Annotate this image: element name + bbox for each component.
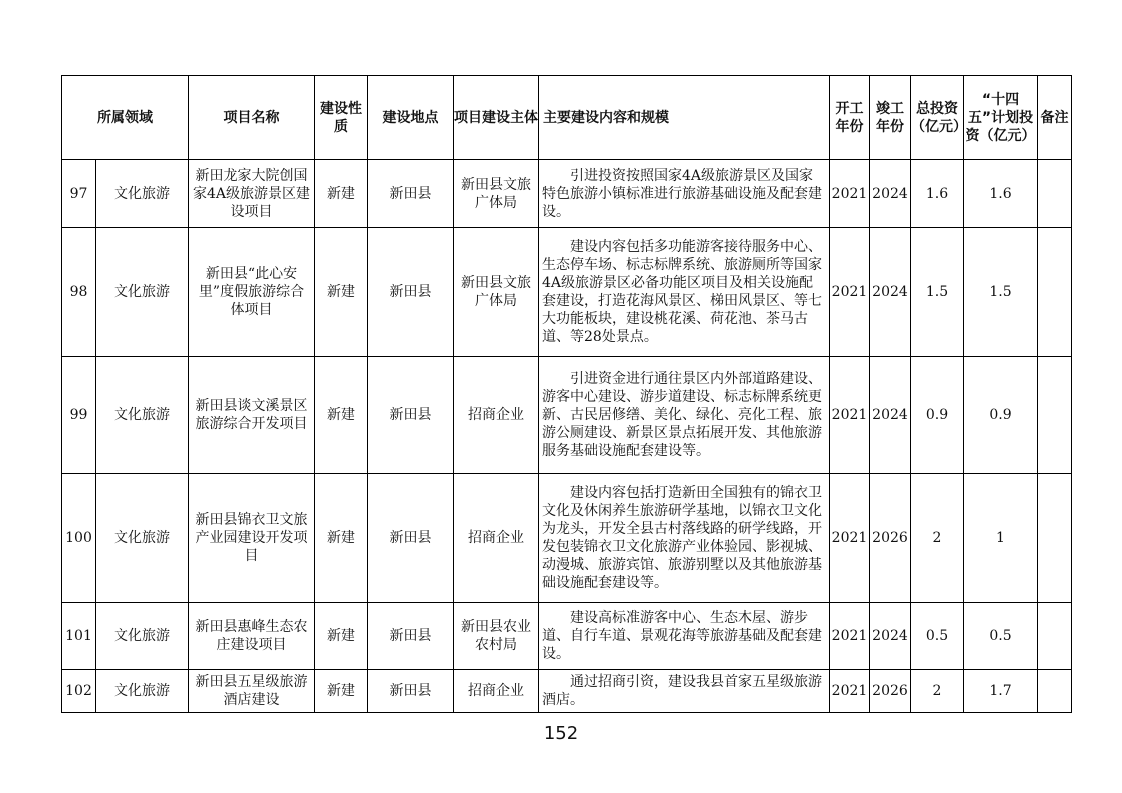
header-start: 开工年份 [830, 76, 870, 160]
row-location: 新田县 [368, 603, 454, 670]
row-content: 建设内容包括多功能游客接待服务中心、生态停车场、标志标牌系统、旅游厕所等国家4A级旅游景区必备功能区项目及相关设施配套建设，打造花海风景区、梯田风景区、等七大功能板块，建设桃花溪、荷花池、茶马古道、等28处景点。 [542, 239, 822, 345]
row-end-year: 2024 [870, 603, 911, 670]
row-location: 新田县 [368, 670, 454, 713]
row-plan-investment: 1.7 [964, 670, 1038, 713]
row-total-investment: 0.9 [911, 357, 964, 474]
project-table [61, 75, 1072, 713]
header-domain: 所属领域 [62, 76, 189, 160]
row-content-cell [539, 603, 830, 670]
header-total: 总投资（亿元） [911, 76, 964, 160]
row-total-investment: 2 [911, 670, 964, 713]
row-note [1038, 228, 1072, 357]
row-start-year: 2021 [830, 160, 870, 228]
row-plan-investment: 1.5 [964, 228, 1038, 357]
row-domain: 文化旅游 [96, 357, 189, 474]
row-number: 98 [62, 228, 96, 357]
header-note: 备注 [1038, 76, 1072, 160]
page-number: 152 [543, 723, 579, 744]
row-domain: 文化旅游 [96, 474, 189, 603]
row-content-cell [539, 357, 830, 474]
header-content: 主要建设内容和规模 [539, 76, 830, 160]
row-plan-investment: 1.6 [964, 160, 1038, 228]
row-project-name: 新田县锦衣卫文旅产业园建设开发项目 [189, 474, 315, 603]
row-nature: 新建 [315, 474, 368, 603]
row-content-cell [539, 160, 830, 228]
row-plan-investment: 0.9 [964, 357, 1038, 474]
row-end-year: 2024 [870, 357, 911, 474]
row-number: 102 [62, 670, 96, 713]
row-note [1038, 474, 1072, 603]
row-number: 97 [62, 160, 96, 228]
header-plan: “十四五”计划投资（亿元） [964, 76, 1038, 160]
row-end-year: 2024 [870, 228, 911, 357]
header-location: 建设地点 [368, 76, 454, 160]
row-project-name: 新田县“此心安里”度假旅游综合体项目 [189, 228, 315, 357]
row-location: 新田县 [368, 160, 454, 228]
table-row [62, 228, 1072, 357]
row-total-investment: 2 [911, 474, 964, 603]
row-content-cell [539, 474, 830, 603]
table-row [62, 670, 1072, 713]
row-nature: 新建 [315, 603, 368, 670]
header-row [62, 76, 1072, 160]
row-start-year: 2021 [830, 357, 870, 474]
row-location: 新田县 [368, 357, 454, 474]
header-name: 项目名称 [189, 76, 315, 160]
row-owner: 招商企业 [454, 357, 539, 474]
row-note [1038, 670, 1072, 713]
row-end-year: 2026 [870, 474, 911, 603]
row-number: 101 [62, 603, 96, 670]
row-owner: 新田县文旅广体局 [454, 160, 539, 228]
row-domain: 文化旅游 [96, 228, 189, 357]
row-owner: 新田县农业农村局 [454, 603, 539, 670]
row-project-name: 新田县五星级旅游酒店建设 [189, 670, 315, 713]
table-row [62, 160, 1072, 228]
header-owner: 项目建设主体 [454, 76, 539, 160]
row-start-year: 2021 [830, 228, 870, 357]
row-content-cell [539, 670, 830, 713]
row-content: 通过招商引资，建设我县首家五星级旅游酒店。 [542, 674, 822, 708]
row-nature: 新建 [315, 228, 368, 357]
row-project-name: 新田县惠峰生态农庄建设项目 [189, 603, 315, 670]
row-total-investment: 1.5 [911, 228, 964, 357]
row-content: 引进投资按照国家4A级旅游景区及国家特色旅游小镇标准进行旅游基础设施及配套建设。 [542, 167, 822, 220]
row-nature: 新建 [315, 670, 368, 713]
row-domain: 文化旅游 [96, 160, 189, 228]
row-domain: 文化旅游 [96, 603, 189, 670]
row-number: 100 [62, 474, 96, 603]
row-owner: 新田县文旅广体局 [454, 228, 539, 357]
row-total-investment: 0.5 [911, 603, 964, 670]
row-project-name: 新田县谈文溪景区旅游综合开发项目 [189, 357, 315, 474]
row-start-year: 2021 [830, 603, 870, 670]
row-end-year: 2024 [870, 160, 911, 228]
row-plan-investment: 0.5 [964, 603, 1038, 670]
row-nature: 新建 [315, 160, 368, 228]
row-plan-investment: 1 [964, 474, 1038, 603]
row-number: 99 [62, 357, 96, 474]
row-start-year: 2021 [830, 474, 870, 603]
row-content: 建设内容包括打造新田全国独有的锦衣卫文化及休闲养生旅游研学基地，以锦衣卫文化为龙头，开发全县古村落线路的研学线路，开发包装锦衣卫文化旅游产业体验园、影视城、动漫城、旅游宾馆、旅游别墅以及其他旅游基础设施配套建设等。 [542, 485, 822, 591]
row-content: 引进资金进行通往景区内外部道路建设、游客中心建设、游步道建设、标志标牌系统更新、古民居修缮、美化、绿化、亮化工程、旅游公厕建设、新景区景点拓展开发、其他旅游服务基础设施配套建设等。 [542, 371, 822, 459]
row-start-year: 2021 [830, 670, 870, 713]
table-row [62, 474, 1072, 603]
header-nature: 建设性质 [315, 76, 368, 160]
row-domain: 文化旅游 [96, 670, 189, 713]
row-note [1038, 603, 1072, 670]
row-owner: 招商企业 [454, 670, 539, 713]
row-owner: 招商企业 [454, 474, 539, 603]
row-total-investment: 1.6 [911, 160, 964, 228]
row-note [1038, 357, 1072, 474]
row-project-name: 新田龙家大院创国家4A级旅游景区建设项目 [189, 160, 315, 228]
row-content: 建设高标准游客中心、生态木屋、游步道、自行车道、景观花海等旅游基础及配套建设。 [542, 610, 822, 662]
row-nature: 新建 [315, 357, 368, 474]
header-end: 竣工年份 [870, 76, 911, 160]
table-row [62, 357, 1072, 474]
row-end-year: 2026 [870, 670, 911, 713]
row-content-cell [539, 228, 830, 357]
row-location: 新田县 [368, 228, 454, 357]
row-location: 新田县 [368, 474, 454, 603]
table-row [62, 603, 1072, 670]
row-note [1038, 160, 1072, 228]
